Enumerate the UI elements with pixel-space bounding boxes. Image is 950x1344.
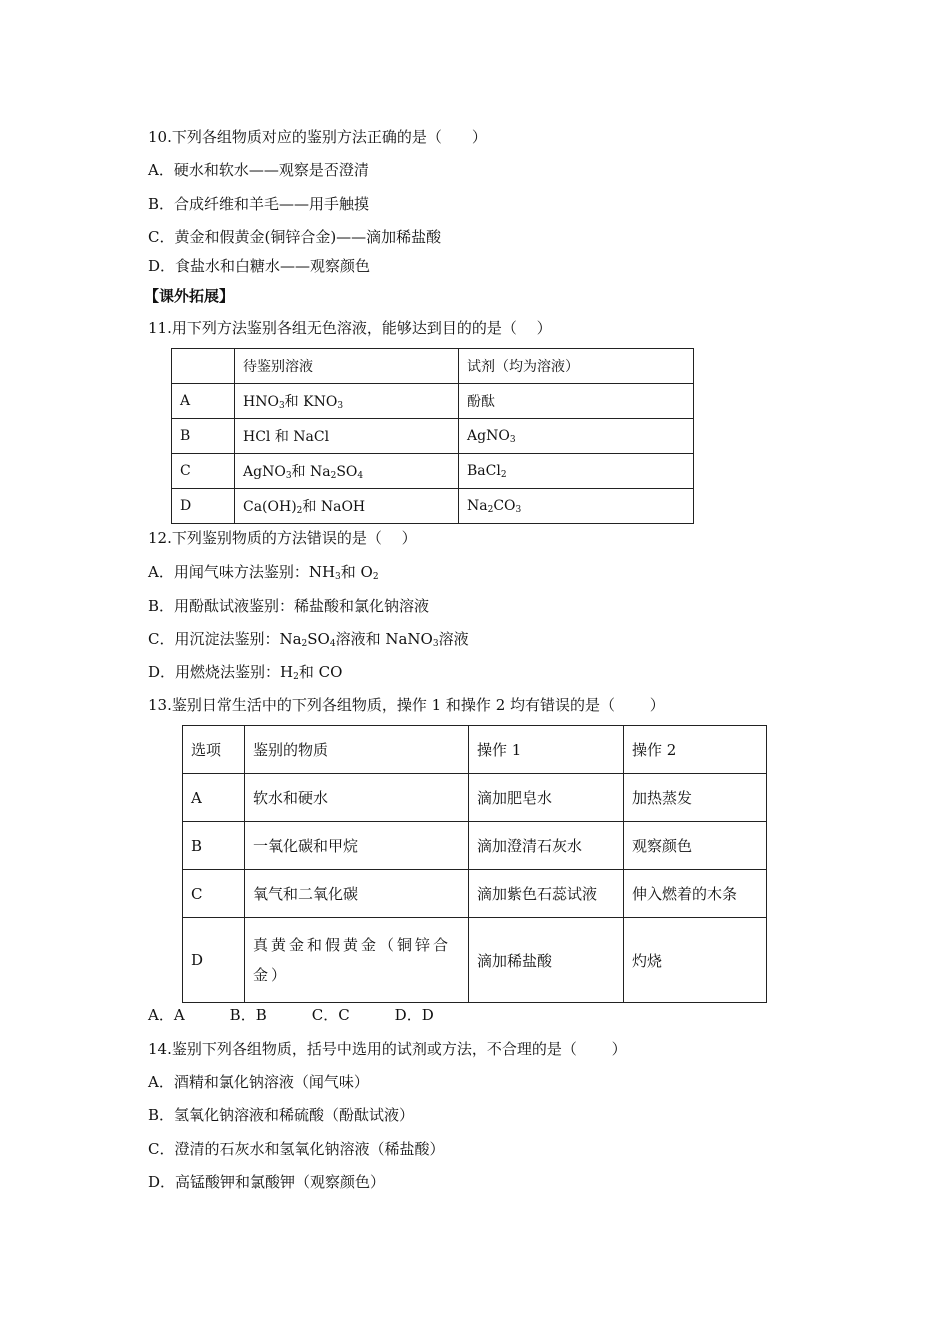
q11-table: [171, 348, 694, 524]
table-row: [172, 419, 694, 454]
table-cell: 软水和硬水: [245, 774, 469, 822]
table-cell: BaCl$_2$: [459, 454, 694, 489]
q14-option-c: C．澄清的石灰水和氢氧化钠溶液（稀盐酸）: [148, 1140, 445, 1158]
q12-option-c: C．用沉淀法鉴别：$Na_2SO_4$溶液和 NaNO$_3$溶液: [148, 630, 469, 649]
table-cell: 氧气和二氧化碳: [245, 870, 469, 918]
q12-option-d: D．用燃烧法鉴别：$H_2$和 CO: [148, 663, 343, 682]
table-cell: 选项: [183, 726, 245, 774]
table-cell: $Ca(OH)_2$和 NaOH: [235, 489, 459, 524]
q14-option-a: A．酒精和氯化钠溶液（闻气味）: [148, 1073, 369, 1091]
table-cell: B: [183, 822, 245, 870]
q12-option-b: B．用酚酞试液鉴别：稀盐酸和氯化钠溶液: [148, 597, 430, 615]
q14-option-d: D．高锰酸钾和氯酸钾（观察颜色）: [148, 1173, 386, 1191]
table-row: [183, 774, 767, 822]
table-cell: B: [172, 419, 235, 454]
table-cell: 鉴别的物质: [245, 726, 469, 774]
table-cell: 观察颜色: [624, 822, 767, 870]
table-cell: 操作 2: [624, 726, 767, 774]
table-cell: HCl 和 NaCl: [235, 419, 459, 454]
table-cell: 滴加紫色石蕊试液: [469, 870, 624, 918]
table-cell: 滴加肥皂水: [469, 774, 624, 822]
q14-stem: 14.鉴别下列各组物质，括号中选用的试剂或方法，不合理的是（ ）: [148, 1040, 627, 1058]
table-cell: 一氧化碳和甲烷: [245, 822, 469, 870]
table-cell: 加热蒸发: [624, 774, 767, 822]
table-row: [172, 489, 694, 524]
q10-option-d: D．食盐水和白糖水——观察颜色: [148, 257, 371, 275]
table-cell: [172, 349, 235, 384]
table-cell: 滴加澄清石灰水: [469, 822, 624, 870]
table-cell: $HNO_3$和 $KNO_3$: [235, 384, 459, 419]
q12-option-a: A．用闻气味方法鉴别：$NH_3$和 $O_2$: [148, 563, 379, 582]
table-header-row: [183, 726, 767, 774]
q13-table: [182, 725, 767, 1003]
table-cell: AgNO$_3$: [459, 419, 694, 454]
table-cell: C: [172, 454, 235, 489]
q13-answer-choices: A．A B．B C．C D．D: [148, 1006, 434, 1024]
table-cell: D: [183, 918, 245, 1003]
table-row: [183, 822, 767, 870]
table-cell: 灼烧: [624, 918, 767, 1003]
table-header-row: [172, 349, 694, 384]
table-row: [172, 384, 694, 419]
table-cell: A: [172, 384, 235, 419]
table-cell: $Na_2CO_3$: [459, 489, 694, 524]
table-cell: 待鉴别溶液: [235, 349, 459, 384]
table-row: [183, 870, 767, 918]
q14-option-b: B．氢氧化钠溶液和稀硫酸（酚酞试液）: [148, 1106, 415, 1124]
q10-stem: 10.下列各组物质对应的鉴别方法正确的是（ ）: [148, 128, 487, 146]
table-row: [183, 918, 767, 1003]
table-cell: 滴加稀盐酸: [469, 918, 624, 1003]
q10-option-c: C．黄金和假黄金(铜锌合金)——滴加稀盐酸: [148, 228, 442, 246]
q10-option-b: B．合成纤维和羊毛——用手触摸: [148, 195, 370, 213]
table-cell: AgNO$_3$和 $Na_2SO_4$: [235, 454, 459, 489]
table-cell: D: [172, 489, 235, 524]
q11-stem: 11.用下列方法鉴别各组无色溶液，能够达到目的的是（ ）: [148, 319, 552, 337]
table-cell: 操作 1: [469, 726, 624, 774]
table-cell: 酚酞: [459, 384, 694, 419]
table-cell: 试剂（均为溶液）: [459, 349, 694, 384]
q13-stem: 13.鉴别日常生活中的下列各组物质，操作 1 和操作 2 均有错误的是（ ）: [148, 696, 665, 714]
q10-option-a: A．硬水和软水——观察是否澄清: [148, 161, 369, 179]
table-row: [172, 454, 694, 489]
q12-stem: 12.下列鉴别物质的方法错误的是（ ）: [148, 529, 417, 547]
table-cell: A: [183, 774, 245, 822]
table-cell: C: [183, 870, 245, 918]
section-title: 【课外拓展】: [144, 287, 235, 305]
table-cell: 真黄金和假黄金（铜锌合金）: [245, 918, 469, 1003]
table-cell: 伸入燃着的木条: [624, 870, 767, 918]
